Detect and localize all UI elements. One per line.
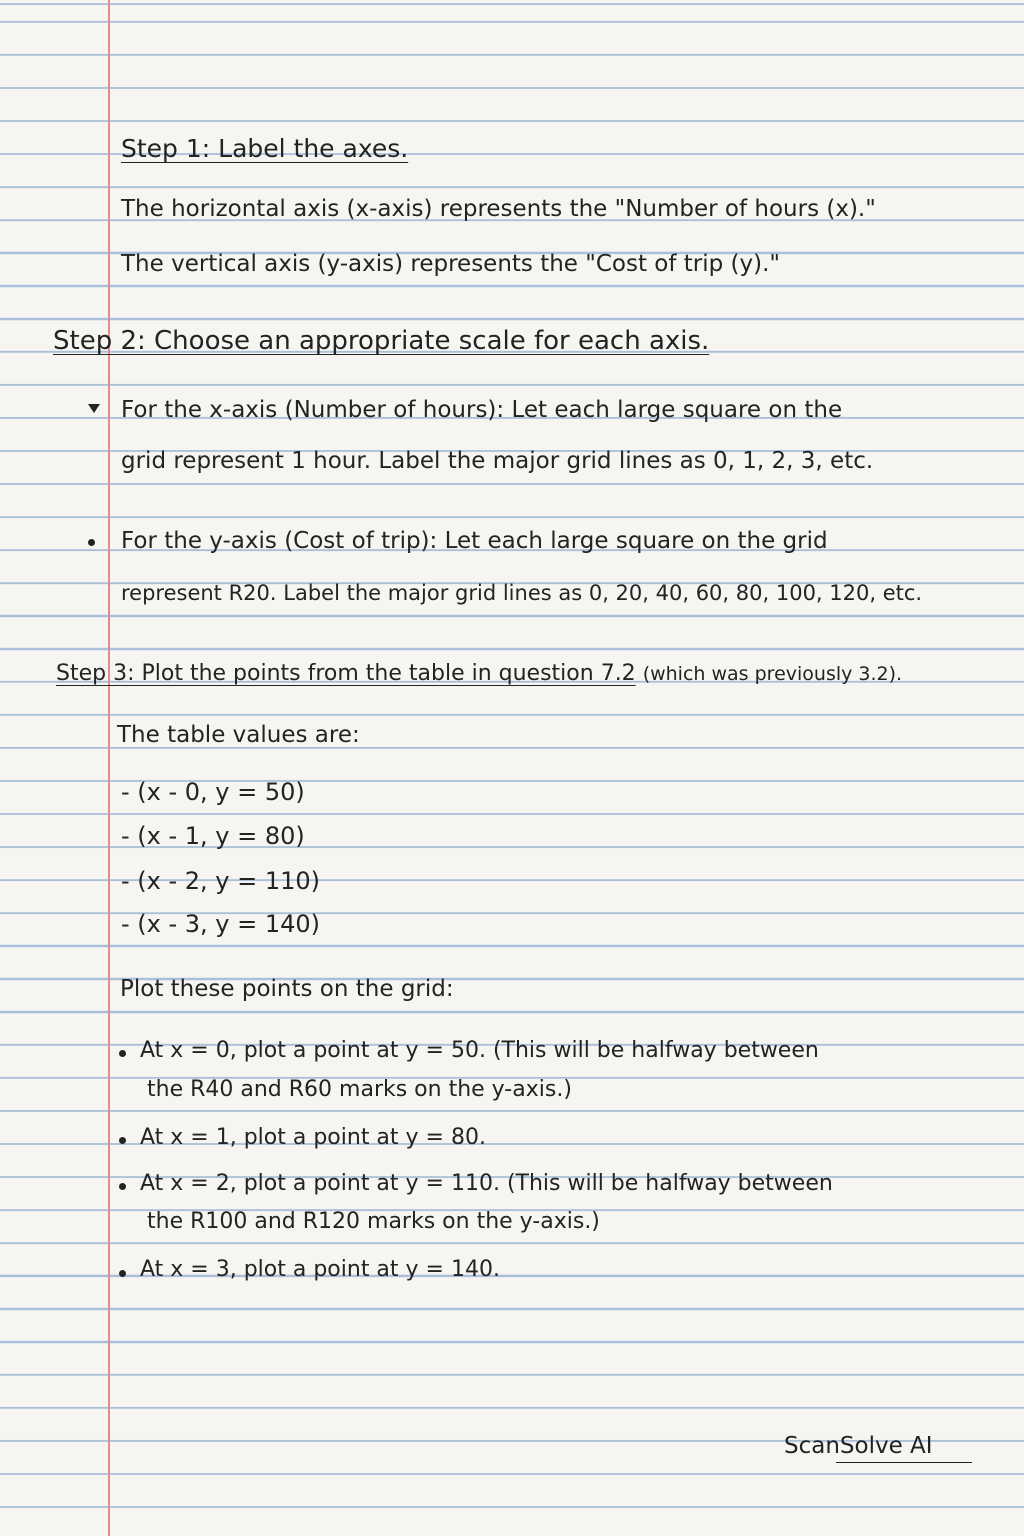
bullet-triangle-icon xyxy=(88,404,100,413)
bullet-dot-icon xyxy=(88,539,95,546)
step3-heading xyxy=(56,659,902,689)
margin-line xyxy=(108,0,110,1536)
step2-bullet1-line-2: grid represent 1 hour. Label the major grid lines as 0, 1, 2, 3, etc. xyxy=(121,448,874,474)
plot-item-line-2: the R100 and R120 marks on the y-axis.) xyxy=(147,1209,600,1234)
step2-heading: Step 2: Choose an appropriate scale for each axis. xyxy=(53,326,710,356)
bullet-dot-icon xyxy=(119,1050,126,1057)
plot-item-line-1: At x = 0, plot a point at y = 50. (This will be halfway between xyxy=(140,1038,819,1063)
step2-bullet2-line-1: For the y-axis (Cost of trip): Let each large square on the grid xyxy=(121,528,828,554)
scansolve-signature: ScanSolve AI xyxy=(784,1433,933,1459)
table-value-row: - (x - 0, y = 50) xyxy=(121,778,305,806)
step2-bullet2-line-2: represent R20. Label the major grid lines as 0, 20, 40, 60, 80, 100, 120, etc. xyxy=(121,581,923,605)
signature-underline xyxy=(836,1462,972,1463)
plot-item-line-1: At x = 2, plot a point at y = 110. (This will be halfway between xyxy=(140,1171,833,1196)
plot-intro: Plot these points on the grid: xyxy=(120,976,454,1002)
table-value-row: - (x - 2, y = 110) xyxy=(121,867,321,895)
plot-item-line-1: At x = 3, plot a point at y = 140. xyxy=(140,1257,500,1282)
step2-bullet1-line-1: For the x-axis (Number of hours): Let each large square on the xyxy=(121,397,843,423)
bullet-dot-icon xyxy=(119,1270,126,1277)
step1-line-1: The horizontal axis (x-axis) represents the "Number of hours (x)." xyxy=(121,196,876,222)
table-value-row: - (x - 1, y = 80) xyxy=(121,822,305,850)
step3-heading-text: Step 3: Plot the points from the table in question 7.2 xyxy=(56,661,636,686)
table-intro: The table values are: xyxy=(117,722,360,748)
step1-heading: Step 1: Label the axes. xyxy=(121,134,409,163)
bullet-dot-icon xyxy=(119,1183,126,1190)
step3-heading-note: (which was previously 3.2). xyxy=(642,663,903,685)
bullet-dot-icon xyxy=(119,1137,126,1144)
plot-item-line-2: the R40 and R60 marks on the y-axis.) xyxy=(147,1077,572,1102)
table-value-row: - (x - 3, y = 140) xyxy=(121,910,321,938)
plot-item-line-1: At x = 1, plot a point at y = 80. xyxy=(140,1125,486,1150)
step1-line-2: The vertical axis (y-axis) represents the "Cost of trip (y)." xyxy=(121,251,780,277)
